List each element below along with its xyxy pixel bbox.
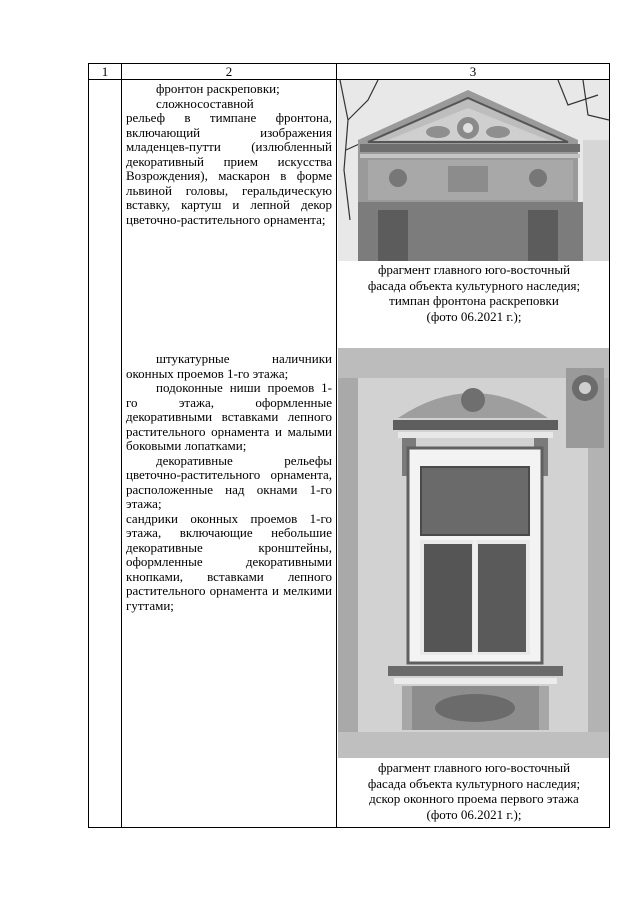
window-photo: [338, 348, 609, 758]
table-border-left: [88, 63, 89, 828]
row1-paragraph: фронтон раскреповки;: [156, 81, 280, 96]
row1-paragraph: сложносоставной: [156, 95, 254, 111]
column-header-1: 1: [101, 64, 109, 79]
row2-description: [126, 352, 332, 613]
pediment-caption: [338, 262, 610, 324]
table-border-bottom: [88, 827, 610, 828]
row2-paragraph: подоконные ниши проемов 1-го этажа, оформленные декоративными вставками лепного растительного орнамента и малыми боковыми лопатками;: [126, 380, 332, 453]
column-header-3: 3: [469, 64, 477, 79]
table-border-right: [609, 63, 610, 828]
pediment-photo: [338, 80, 609, 261]
column-header-2: 2: [225, 64, 233, 79]
caption-line: фасада объекта культурного наследия;: [367, 775, 581, 791]
window-caption: [338, 760, 610, 822]
row2-paragraph: штукатурные наличники оконных проемов 1-го этажа;: [126, 351, 332, 381]
caption-line: тимпан фронтона раскреповки: [389, 293, 559, 308]
caption-line: фрагмент главного юго-восточный: [377, 262, 571, 277]
caption-line: (фото 06.2021 г.);: [426, 806, 522, 822]
column-divider-1: [121, 63, 122, 828]
caption-line: дскор оконного проема первого этажа: [369, 791, 579, 806]
row1-paragraph: рельеф в тимпане фронтона, включающий изображения младенцев-путти (излюбленный декоративный прием искусства Возрождения), маскарон в форме львиной головы, геральдическую вставку, картуш и лепной декор цветочно-растительного орнамента;: [126, 110, 332, 227]
caption-line: (фото 06.2021 г.);: [426, 308, 522, 324]
caption-line: фрагмент главного юго-восточный: [377, 760, 571, 775]
row2-paragraph: декоративные рельефы цветочно-растительного орнамента, расположенные над окнами 1-го этажа;: [126, 452, 332, 511]
row2-paragraph: сандрики оконных проемов 1-го этажа, включающие небольшие декоративные кронштейны, оформленные декоративными кнопками, вставками лепного растительного орнамента и мелкими гуттами;: [126, 510, 332, 613]
column-divider-2: [336, 63, 337, 828]
row1-description: [126, 82, 332, 227]
caption-line: фасада объекта культурного наследия;: [367, 277, 581, 293]
